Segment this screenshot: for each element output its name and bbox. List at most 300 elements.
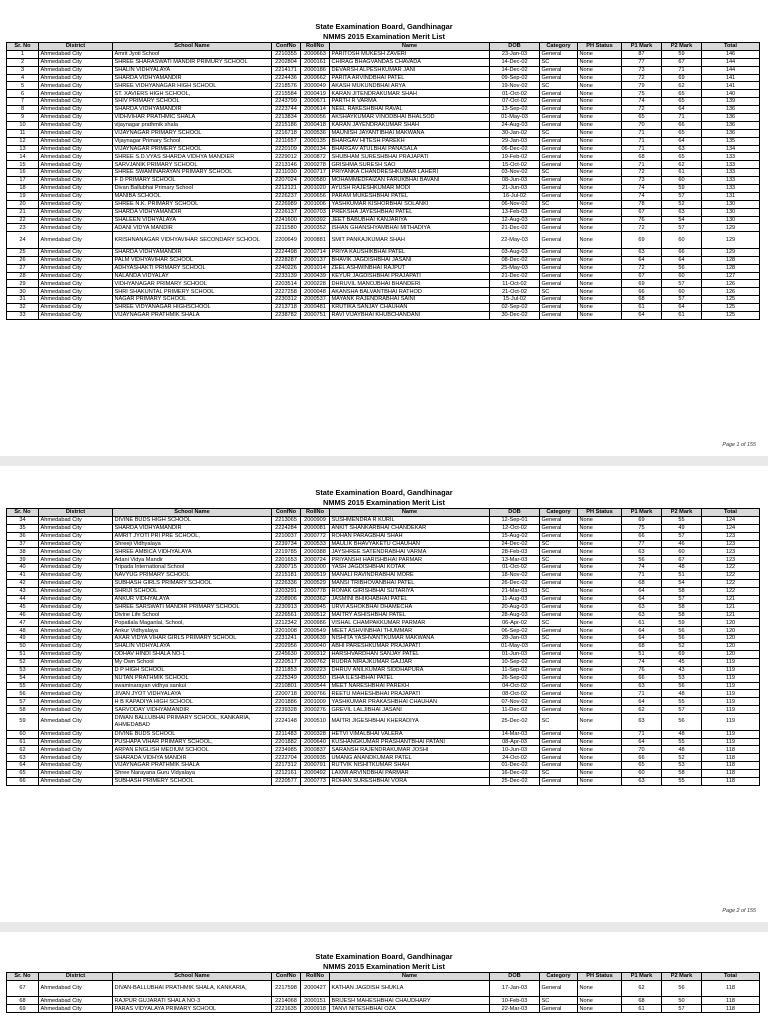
cell-student-name: PARITA ARVINDBHAI PATEL — [330, 74, 490, 82]
cell-p2-mark: 56 — [662, 635, 702, 643]
column-header-student-name: Name — [330, 973, 490, 981]
table-row — [7, 169, 760, 177]
cell-roll-no: 2000049 — [301, 82, 330, 90]
cell-school-name: SUBHASH GIRLS PRIMARY SCHOOL — [113, 580, 272, 588]
cell-conf-no: 2226336 — [272, 580, 301, 588]
cell-p1-mark: 71 — [622, 572, 662, 580]
cell-roll-no: 2000640 — [301, 738, 330, 746]
cell-sr-no: 53 — [7, 666, 39, 674]
column-header-p1-mark: P1 Mark — [622, 43, 662, 51]
cell-total: 141 — [702, 82, 760, 90]
cell-conf-no: 2201653 — [272, 556, 301, 564]
cell-student-name: AYUSH RAJESHKUMAR MODI — [330, 185, 490, 193]
table-row — [7, 556, 760, 564]
cell-sr-no: 42 — [7, 580, 39, 588]
page-header — [6, 0, 762, 41]
cell-dob: 03-Aug-03 — [490, 248, 540, 256]
cell-district: Ahmedabad City — [39, 706, 113, 714]
list-title: NMMS 2015 Examination Merit List — [323, 961, 445, 971]
cell-roll-no: 2000137 — [301, 256, 330, 264]
cell-category: General — [540, 137, 578, 145]
column-header-district: District — [39, 509, 113, 517]
table-row — [7, 540, 760, 548]
cell-roll-no: 2000419 — [301, 90, 330, 98]
cell-district: Ahmedabad City — [39, 304, 113, 312]
table-row — [7, 658, 760, 666]
cell-school-name: AXAR VIDYA VIHAR GIRLS PRIMARY SCHOOL — [113, 635, 272, 643]
cell-student-name: BRIJESH MAHESHBHAI CHAUDHARY — [330, 997, 490, 1005]
cell-p1-mark: 68 — [622, 296, 662, 304]
cell-roll-no: 2000945 — [301, 603, 330, 611]
cell-ph-status: None — [578, 161, 622, 169]
cell-ph-status: None — [578, 98, 622, 106]
cell-p2-mark: 55 — [662, 778, 702, 786]
cell-dob: 11-Dec-02 — [490, 706, 540, 714]
cell-p1-mark: 63 — [622, 248, 662, 256]
cell-student-name: KEYUR JAGDISHBHAI PRAJAPATI — [330, 272, 490, 280]
cell-district: Ahmedabad City — [39, 730, 113, 738]
cell-ph-status: None — [578, 232, 622, 249]
cell-p1-mark: 51 — [622, 651, 662, 659]
cell-p2-mark: 52 — [662, 200, 702, 208]
cell-school-name: Tripada International School — [113, 564, 272, 572]
table-row — [7, 137, 760, 145]
cell-dob: 11-Oct-02 — [490, 280, 540, 288]
cell-p2-mark: 53 — [662, 762, 702, 770]
cell-ph-status: None — [578, 778, 622, 786]
cell-p1-mark: 61 — [622, 304, 662, 312]
cell-ph-status: None — [578, 706, 622, 714]
cell-p2-mark: 65 — [662, 98, 702, 106]
cell-district: Ahmedabad City — [39, 540, 113, 548]
cell-district: Ahmedabad City — [39, 643, 113, 651]
cell-sr-no: 32 — [7, 304, 39, 312]
cell-sr-no: 57 — [7, 698, 39, 706]
cell-p2-mark: 58 — [662, 603, 702, 611]
cell-conf-no: 2212342 — [272, 619, 301, 627]
table-row — [7, 524, 760, 532]
cell-ph-status: None — [578, 185, 622, 193]
table-row — [7, 312, 760, 320]
cell-category: General — [540, 698, 578, 706]
cell-ph-status: None — [578, 674, 622, 682]
cell-dob: 11-Sep-02 — [490, 666, 540, 674]
cell-student-name: ISHA ILESHBHAI PATEL — [330, 674, 490, 682]
cell-p1-mark: 72 — [622, 106, 662, 114]
cell-dob: 25-Dec-02 — [490, 778, 540, 786]
cell-category: General — [540, 66, 578, 74]
cell-conf-no: 2239328 — [272, 706, 301, 714]
cell-p1-mark: 71 — [622, 690, 662, 698]
cell-roll-no: 2000773 — [301, 778, 330, 786]
cell-district: Ahmedabad City — [39, 635, 113, 643]
cell-total: 130 — [702, 208, 760, 216]
cell-p1-mark: 66 — [622, 288, 662, 296]
cell-p1-mark: 67 — [622, 208, 662, 216]
table-row — [7, 682, 760, 690]
table-row — [7, 216, 760, 224]
cell-conf-no: 2202956 — [272, 643, 301, 651]
merit-table — [6, 508, 760, 786]
cell-district: Ahmedabad City — [39, 248, 113, 256]
cell-p1-mark: 72 — [622, 169, 662, 177]
cell-district: Ahmedabad City — [39, 232, 113, 249]
cell-total: 144 — [702, 66, 760, 74]
table-row — [7, 66, 760, 74]
column-header-category: Category — [540, 973, 578, 981]
cell-sr-no: 49 — [7, 635, 39, 643]
cell-category: General — [540, 690, 578, 698]
cell-ph-status: None — [578, 312, 622, 320]
cell-roll-no: 2000537 — [301, 296, 330, 304]
column-header-roll-no: RollNo — [301, 973, 330, 981]
cell-district: Ahmedabad City — [39, 192, 113, 200]
cell-district: Ahmedabad City — [39, 666, 113, 674]
cell-ph-status: None — [578, 288, 622, 296]
cell-ph-status: None — [578, 137, 622, 145]
cell-roll-no: 2000350 — [301, 674, 330, 682]
cell-roll-no: 2000918 — [301, 1005, 330, 1013]
cell-total: 120 — [702, 643, 760, 651]
cell-school-name: DIVINE BUDS SCHOOL — [113, 730, 272, 738]
page-3 — [0, 932, 768, 1024]
cell-ph-status: None — [578, 177, 622, 185]
cell-roll-no: 2000837 — [301, 746, 330, 754]
cell-district: Ahmedabad City — [39, 603, 113, 611]
board-title: State Examination Board, Gandhinagar — [315, 488, 453, 497]
cell-roll-no: 2001020 — [301, 185, 330, 193]
cell-dob: 24-Dec-02 — [490, 540, 540, 548]
table-row — [7, 296, 760, 304]
cell-school-name: RAJPUR GUJARATI SHALA NO-3 — [113, 997, 272, 1005]
cell-category: General — [540, 706, 578, 714]
column-header-district: District — [39, 43, 113, 51]
column-header-school-name: School Name — [113, 973, 272, 981]
cell-p1-mark: 76 — [622, 216, 662, 224]
cell-total: 133 — [702, 177, 760, 185]
cell-district: Ahmedabad City — [39, 1005, 113, 1013]
cell-roll-no: 2000766 — [301, 690, 330, 698]
cell-sr-no: 52 — [7, 658, 39, 666]
cell-student-name: MEET ASHVINBHAI THUMMAR — [330, 627, 490, 635]
cell-conf-no: 2233139 — [272, 272, 301, 280]
cell-p1-mark: 63 — [622, 611, 662, 619]
cell-district: Ahmedabad City — [39, 658, 113, 666]
cell-category: SC — [540, 169, 578, 177]
cell-ph-status: None — [578, 714, 622, 731]
cell-conf-no: 2220577 — [272, 778, 301, 786]
cell-student-name: MEET NARESHBHAI PAREKH — [330, 682, 490, 690]
cell-school-name: Vijaynagar Primary School — [113, 137, 272, 145]
table-row — [7, 200, 760, 208]
cell-conf-no: 2211030 — [272, 169, 301, 177]
cell-district: Ahmedabad City — [39, 169, 113, 177]
cell-sr-no: 48 — [7, 627, 39, 635]
cell-sr-no: 66 — [7, 778, 39, 786]
cell-total: 144 — [702, 58, 760, 66]
cell-school-name: Shree Narayana Guru Vidyalaya — [113, 770, 272, 778]
cell-student-name: AKANSHA BALVANTBHAI RATHOD — [330, 288, 490, 296]
cell-dob: 01-Jun-03 — [490, 651, 540, 659]
cell-student-name: AKSHAYKUMAR VINODBHAI BHALSOD — [330, 114, 490, 122]
cell-total: 121 — [702, 611, 760, 619]
cell-school-name: SHRIJI SCHOOL — [113, 587, 272, 595]
cell-roll-no: 2000362 — [301, 595, 330, 603]
table-row — [7, 58, 760, 66]
cell-conf-no: 2200718 — [272, 690, 301, 698]
cell-student-name: KARAN JAYENDRAKUMAR SHAH — [330, 121, 490, 129]
table-row — [7, 698, 760, 706]
cell-school-name: SARVJANIK PRIMARY SCHOOL — [113, 161, 272, 169]
cell-p2-mark: 57 — [662, 280, 702, 288]
cell-category: General — [540, 651, 578, 659]
cell-total: 118 — [702, 980, 760, 997]
cell-dob: 15-Jul-02 — [490, 296, 540, 304]
cell-conf-no: 2224148 — [272, 714, 301, 731]
cell-p1-mark: 64 — [622, 738, 662, 746]
cell-school-name: VIDHYANAGAR PRIMARY SCHOOL — [113, 280, 272, 288]
table-row — [7, 603, 760, 611]
cell-sr-no: 64 — [7, 762, 39, 770]
cell-p1-mark: 65 — [622, 114, 662, 122]
cell-ph-status: None — [578, 690, 622, 698]
cell-dob: 21-Dec-02 — [490, 272, 540, 280]
cell-student-name: AKASH MUKUNDBHAI ARYA — [330, 82, 490, 90]
cell-p2-mark: 55 — [662, 738, 702, 746]
cell-conf-no: 2201882 — [272, 738, 301, 746]
cell-student-name: HARSHVARDHAN SANJAY PATEL — [330, 651, 490, 659]
cell-p2-mark: 65 — [662, 90, 702, 98]
cell-district: Ahmedabad City — [39, 651, 113, 659]
cell-total: 123 — [702, 532, 760, 540]
cell-total: 122 — [702, 587, 760, 595]
cell-p1-mark: 63 — [622, 682, 662, 690]
cell-district: Ahmedabad City — [39, 770, 113, 778]
cell-student-name: RAVI VIJAYBHAI KHUBCHANDANI — [330, 312, 490, 320]
page-header — [6, 466, 762, 507]
cell-roll-no: 2000663 — [301, 50, 330, 58]
cell-p1-mark: 74 — [622, 192, 662, 200]
cell-student-name: PRIYANKA CHANDRESHKUMAR LAHERI — [330, 169, 490, 177]
cell-conf-no: 2230312 — [272, 296, 301, 304]
cell-dob: 06-Dec-02 — [490, 145, 540, 153]
cell-school-name: VIJAYNAGAR PRATHMIK SHALA — [113, 312, 272, 320]
cell-p1-mark: 69 — [622, 516, 662, 524]
cell-dob: 21-Dec-02 — [490, 224, 540, 232]
cell-school-name: Amrit Jyoti School — [113, 50, 272, 58]
cell-p1-mark: 74 — [622, 98, 662, 106]
cell-p2-mark: 52 — [662, 754, 702, 762]
cell-category: SC — [540, 129, 578, 137]
cell-district: Ahmedabad City — [39, 161, 113, 169]
cell-conf-no: 2212121 — [272, 185, 301, 193]
cell-category: SC — [540, 997, 578, 1005]
cell-district: Ahmedabad City — [39, 516, 113, 524]
cell-ph-status: None — [578, 192, 622, 200]
cell-category: SC — [540, 58, 578, 66]
cell-roll-no: 2000512 — [301, 611, 330, 619]
cell-school-name: SHALIN VIDHYALAYA — [113, 66, 272, 74]
cell-dob: 14-Dec-02 — [490, 66, 540, 74]
cell-category: General — [540, 161, 578, 169]
cell-total: 120 — [702, 651, 760, 659]
cell-p2-mark: 66 — [662, 248, 702, 256]
cell-roll-no: 2000986 — [301, 619, 330, 627]
cell-p1-mark: 66 — [622, 532, 662, 540]
table-row — [7, 74, 760, 82]
cell-p2-mark: 66 — [662, 121, 702, 129]
table-row — [7, 256, 760, 264]
cell-total: 130 — [702, 200, 760, 208]
column-header-category: Category — [540, 43, 578, 51]
cell-school-name: AMRIT JYOTI PRI PRE SCHOOL, — [113, 532, 272, 540]
cell-roll-no: 2000656 — [301, 192, 330, 200]
table-row — [7, 595, 760, 603]
table-row — [7, 980, 760, 997]
cell-school-name: VIJAYNAGAR PRATHMIK SHALA — [113, 762, 272, 770]
cell-category: General — [540, 580, 578, 588]
cell-conf-no: 2241600 — [272, 216, 301, 224]
cell-dob: 08-Dec-02 — [490, 256, 540, 264]
cell-category: General — [540, 738, 578, 746]
table-row — [7, 304, 760, 312]
cell-roll-no: 2000614 — [301, 106, 330, 114]
cell-category: General — [540, 264, 578, 272]
cell-school-name: DIVAN-BALLUBHAI PRATHMIK SHALA, KANKARIA, — [113, 980, 272, 997]
cell-sr-no: 58 — [7, 706, 39, 714]
cell-total: 126 — [702, 280, 760, 288]
cell-category: General — [540, 98, 578, 106]
cell-student-name: GRISHMA SURESH SAO — [330, 161, 490, 169]
table-row — [7, 997, 760, 1005]
cell-conf-no: 2223744 — [272, 106, 301, 114]
cell-p1-mark: 74 — [622, 185, 662, 193]
cell-conf-no: 2213834 — [272, 114, 301, 122]
cell-school-name: D P HIGH SCHOOL — [113, 666, 272, 674]
cell-district: Ahmedabad City — [39, 256, 113, 264]
column-header-district: District — [39, 973, 113, 981]
cell-student-name: YASH JAGDISHBHAI KOTAK — [330, 564, 490, 572]
cell-dob: 12-Oct-02 — [490, 524, 540, 532]
cell-ph-status: None — [578, 746, 622, 754]
cell-dob: 28-Jan-03 — [490, 635, 540, 643]
cell-p1-mark: 75 — [622, 524, 662, 532]
cell-category: SC — [540, 556, 578, 564]
cell-sr-no: 14 — [7, 153, 39, 161]
cell-roll-no: 2000772 — [301, 532, 330, 540]
cell-conf-no: 2211853 — [272, 666, 301, 674]
cell-p1-mark: 71 — [622, 730, 662, 738]
cell-district: Ahmedabad City — [39, 98, 113, 106]
cell-p2-mark: 53 — [662, 674, 702, 682]
cell-roll-no: 2000056 — [301, 114, 330, 122]
table-row — [7, 619, 760, 627]
cell-total: 123 — [702, 540, 760, 548]
cell-dob: 19-Nov-02 — [490, 82, 540, 90]
cell-school-name: SHRI SHAKUNTAL PRIMERY SCHOOL — [113, 288, 272, 296]
cell-conf-no: 2215181 — [272, 572, 301, 580]
page-footer: Page 2 of 155 — [722, 908, 756, 914]
cell-conf-no: 2215584 — [272, 90, 301, 98]
cell-sr-no: 59 — [7, 714, 39, 731]
cell-student-name: NEEL RAKESHBHAI RAVAL — [330, 106, 490, 114]
cell-total: 136 — [702, 106, 760, 114]
cell-category: General — [540, 532, 578, 540]
cell-student-name: MAUNISH JAYANTIBHAI MAKWANA — [330, 129, 490, 137]
cell-district: Ahmedabad City — [39, 312, 113, 320]
cell-ph-status: None — [578, 264, 622, 272]
cell-student-name: ROHAN PARAGBHAI SHAH — [330, 532, 490, 540]
cell-roll-no: 2000717 — [301, 169, 330, 177]
table-row — [7, 106, 760, 114]
table-row — [7, 185, 760, 193]
table-row — [7, 98, 760, 106]
cell-sr-no: 24 — [7, 232, 39, 249]
cell-dob: 21-Jun-03 — [490, 185, 540, 193]
cell-roll-no: 2000276 — [301, 706, 330, 714]
cell-student-name: SARANSH RAJENDRAKUMAR JOSHI — [330, 746, 490, 754]
cell-school-name: PARAS VIDYALAYA PRIMARY SCHOOL — [113, 1005, 272, 1013]
cell-ph-status: None — [578, 572, 622, 580]
cell-category: General — [540, 627, 578, 635]
cell-student-name: RUDRA NIRAJKUMAR GAJJAR — [330, 658, 490, 666]
cell-category: General — [540, 256, 578, 264]
cell-total: 139 — [702, 98, 760, 106]
cell-roll-no: 2000278 — [301, 161, 330, 169]
cell-roll-no: 2000312 — [301, 651, 330, 659]
cell-p2-mark: 69 — [662, 74, 702, 82]
column-header-sr-no: Sr. No — [7, 973, 39, 981]
cell-p2-mark: 59 — [662, 619, 702, 627]
cell-student-name: NISHITA YASHVANTKUMAR MAKWANA — [330, 635, 490, 643]
table-row — [7, 635, 760, 643]
cell-p2-mark: 60 — [662, 548, 702, 556]
cell-roll-no: 2000536 — [301, 129, 330, 137]
cell-district: Ahmedabad City — [39, 90, 113, 98]
cell-sr-no: 54 — [7, 674, 39, 682]
cell-dob: 19-Feb-02 — [490, 153, 540, 161]
cell-district: Ahmedabad City — [39, 216, 113, 224]
cell-p1-mark: 64 — [622, 595, 662, 603]
cell-total: 125 — [702, 312, 760, 320]
cell-total: 135 — [702, 137, 760, 145]
cell-ph-status: None — [578, 564, 622, 572]
cell-student-name: ANKIT SHANKARBHAI CHANDEKAR — [330, 524, 490, 532]
cell-ph-status: None — [578, 169, 622, 177]
cell-dob: 09-Sep-02 — [490, 74, 540, 82]
cell-sr-no: 16 — [7, 169, 39, 177]
cell-roll-no: 2000161 — [301, 58, 330, 66]
cell-ph-status: None — [578, 90, 622, 98]
cell-category: General — [540, 177, 578, 185]
page-1 — [0, 0, 768, 456]
cell-dob: 01-May-03 — [490, 643, 540, 651]
cell-p1-mark: 70 — [622, 746, 662, 754]
cell-ph-status: None — [578, 651, 622, 659]
cell-category: General — [540, 280, 578, 288]
cell-p2-mark: 56 — [662, 714, 702, 731]
cell-p1-mark: 64 — [622, 312, 662, 320]
cell-dob: 02-Sep-02 — [490, 304, 540, 312]
cell-total: 125 — [702, 304, 760, 312]
cell-p1-mark: 74 — [622, 564, 662, 572]
cell-p2-mark: 64 — [662, 304, 702, 312]
table-row — [7, 730, 760, 738]
cell-ph-status: None — [578, 208, 622, 216]
cell-category: General — [540, 90, 578, 98]
cell-dob: 10-Feb-03 — [490, 997, 540, 1005]
cell-district: Ahmedabad City — [39, 288, 113, 296]
